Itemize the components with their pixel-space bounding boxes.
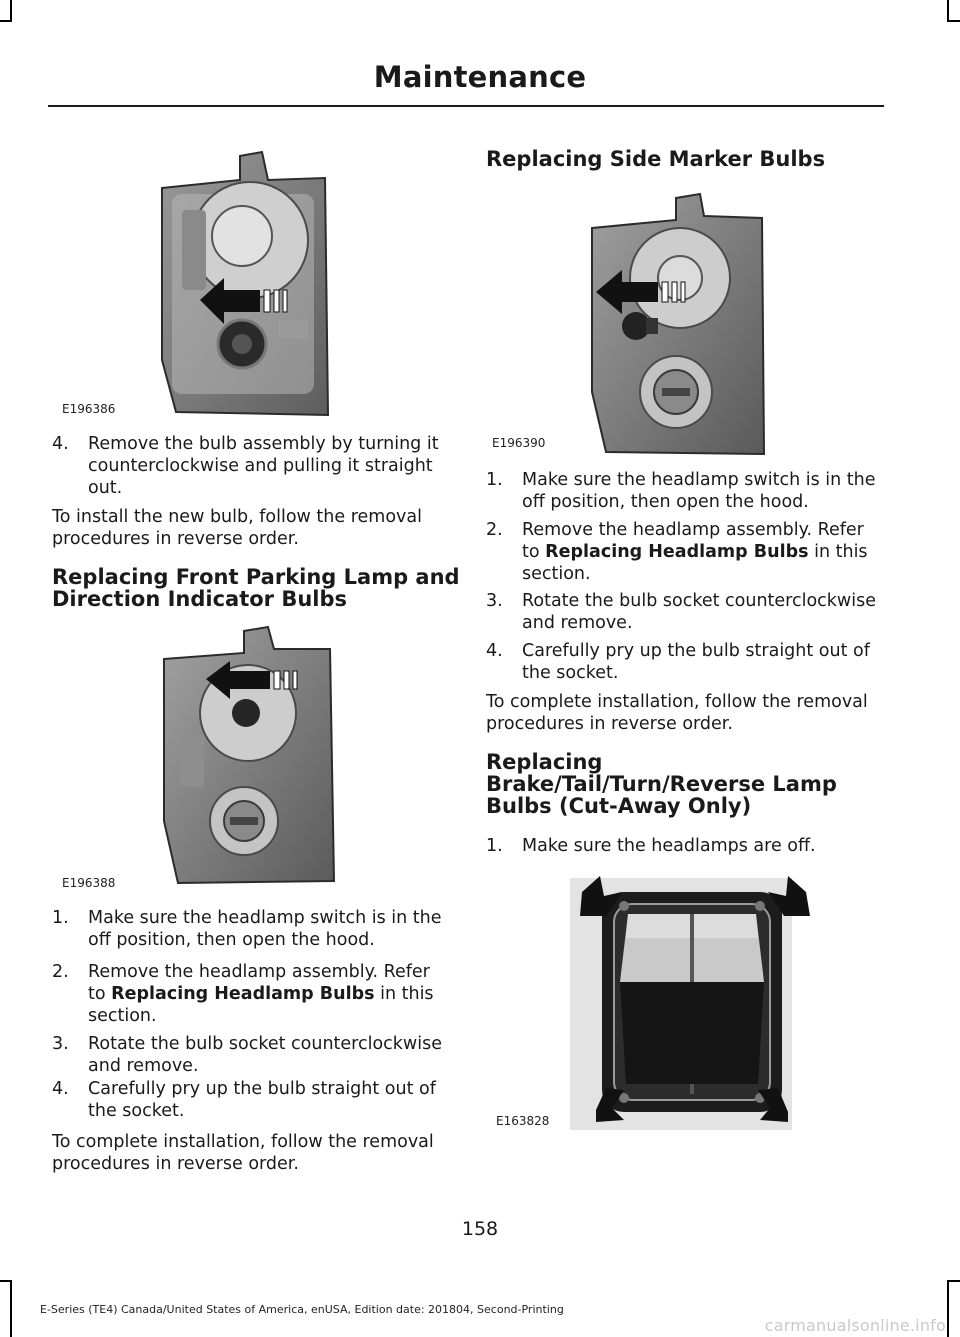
step-text: Remove the headlamp assembly. Refer to Replacing Headlamp Bulbs in this section. (88, 962, 434, 1026)
watermark: carmanualsonline.info (764, 1316, 946, 1335)
step-number: 3. (486, 591, 503, 611)
step-text: Carefully pry up the bulb straight out of the socket. (522, 641, 870, 683)
tail-lamp-illustration (552, 872, 892, 1134)
figure-id: E196386 (62, 402, 116, 416)
lamp-illustration (150, 625, 450, 887)
list-item (486, 469, 886, 513)
crop-mark (0, 20, 12, 22)
crop-mark (947, 0, 949, 20)
list-item (52, 1078, 452, 1122)
section-heading: Replacing Side Marker Bulbs (486, 147, 826, 171)
cross-reference: Replacing Headlamp Bulbs (111, 984, 375, 1004)
lamp-illustration (580, 192, 880, 456)
page-number: 158 (461, 1218, 499, 1240)
step-text: Rotate the bulb socket counterclockwise and remove. (522, 591, 876, 633)
crop-mark (947, 20, 960, 22)
paragraph: To complete installation, follow the removal procedures in reverse order. (52, 1132, 434, 1174)
step-number: 1. (52, 908, 69, 928)
step-number: 1. (486, 470, 503, 490)
paragraph: To install the new bulb, follow the removal procedures in reverse order. (52, 507, 422, 549)
step-number: 2. (52, 962, 69, 982)
figure-side-marker (580, 192, 880, 456)
list-item (52, 907, 452, 951)
step-number: 2. (486, 520, 503, 540)
page-title: Maintenance (373, 60, 587, 94)
crop-mark (10, 1280, 12, 1337)
step-text: Remove the bulb assembly by turning it counterclockwise and pulling it straight out. (88, 434, 439, 498)
list-item (52, 961, 452, 1027)
list-item (52, 433, 452, 499)
step-number: 4. (52, 434, 69, 454)
figure-lamp-rear-bulb (150, 150, 450, 420)
figure-tail-lamp (552, 872, 892, 1134)
step-text: Carefully pry up the bulb straight out of the socket. (88, 1079, 436, 1121)
crop-mark (10, 0, 12, 20)
crop-mark (947, 1280, 949, 1337)
list-item (486, 519, 886, 585)
step-text: Make sure the headlamp switch is in the off position, then open the hood. (88, 908, 442, 950)
step-number: 4. (486, 641, 503, 661)
list-item (486, 640, 886, 684)
step-number: 3. (52, 1034, 69, 1054)
step-text: Remove the headlamp assembly. Refer to Replacing Headlamp Bulbs in this section. (522, 520, 868, 584)
figure-id: E196388 (62, 876, 116, 890)
step-text: Make sure the headlamp switch is in the off position, then open the hood. (522, 470, 876, 512)
step-number: 1. (486, 836, 503, 856)
header-rule (48, 105, 884, 107)
figure-parking-lamp (150, 625, 450, 887)
footer-edition: E-Series (TE4) Canada/United States of America, enUSA, Edition date: 201804, Second-Printing (40, 1303, 564, 1316)
step-number: 4. (52, 1079, 69, 1099)
lamp-illustration (150, 150, 450, 420)
list-item (52, 1033, 452, 1077)
step-text: Rotate the bulb socket counterclockwise and remove. (88, 1034, 442, 1076)
step-text: Make sure the headlamps are off. (522, 836, 816, 856)
figure-id: E196390 (492, 436, 546, 450)
cross-reference: Replacing Headlamp Bulbs (545, 542, 809, 562)
list-item (486, 835, 886, 857)
section-heading: Replacing Front Parking Lamp and Direction Indicator Bulbs (52, 565, 460, 611)
figure-id: E163828 (496, 1114, 550, 1128)
paragraph: To complete installation, follow the removal procedures in reverse order. (486, 692, 868, 734)
list-item (486, 590, 886, 634)
section-heading: Replacing Brake/Tail/Turn/Reverse Lamp Bulbs (Cut-Away Only) (486, 750, 837, 818)
